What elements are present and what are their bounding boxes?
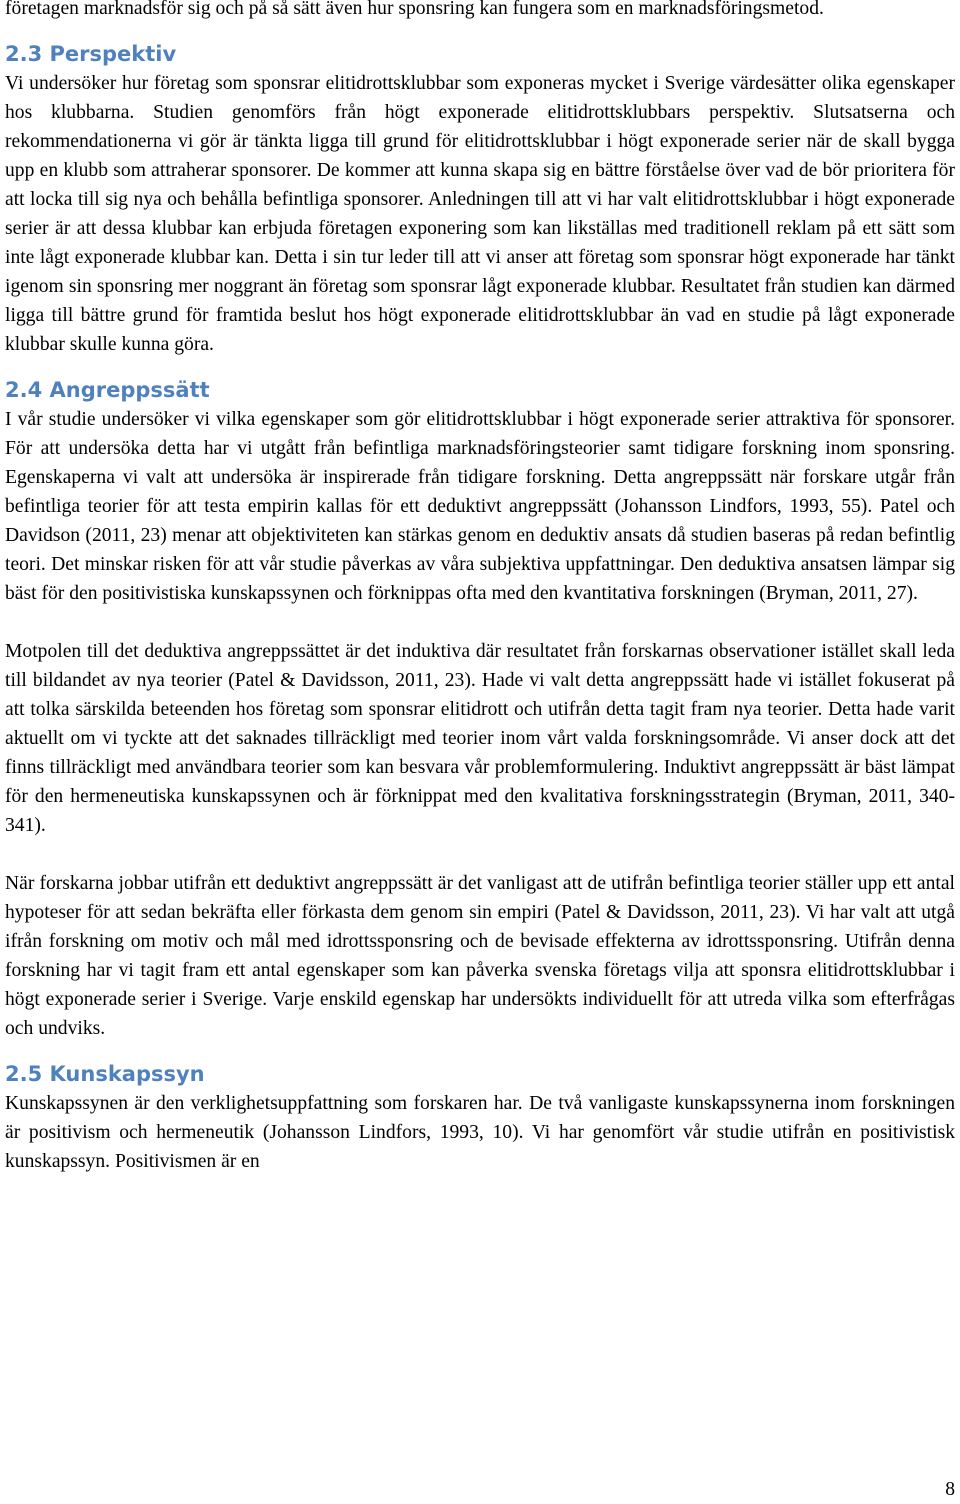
page-number: 8	[945, 1479, 955, 1500]
intro-paragraph: företagen marknadsför sig och på så sätt även hur sponsring kan fungera som en marknadsföringsmetod.	[5, 0, 824, 19]
section-heading-angreppssatt: 2.4 Angreppssätt	[5, 378, 210, 402]
perspektiv-paragraph-1: Vi undersöker hur företag som sponsrar elitidrottsklubbar som exponeras mycket i Sverige värdesätter olika egenskaper hos klubbarna. Studien genomförs från högt exponerade elitidrottsklubbars perspektiv. Slutsatserna och rekommendationerna vi gör är tänkta ligga till grund för elitidrottsklubbar i högt exponerade serier när de skall bygga upp en klubb som attraherar sponsorer. De kommer att kunna skapa sig en bättre förståelse över vad de bör prioritera för att locka till sig nya och behålla befintliga sponsorer. Anledningen till att vi har valt elitidrottsklubbar i högt exponerade serier är att dessa klubbar kan erbjuda företagen exponering som kan likställas med traditionell reklam på ett sätt som inte lågt exponerade klubbar kan. Detta i sin tur leder till att vi anser att företag som sponsrar högt exponerade har tänkt igenom sin sponsring mer noggrant än företag som sponsrar lågt exponerade klubbar. Resultatet från studien kan därmed ligga till bättre grund för framtida beslut hos högt exponerade elitidrottsklubbar än vad en studie på lågt exponerade klubbar skulle kunna göra.	[5, 73, 955, 355]
section-heading-perspektiv: 2.3 Perspektiv	[5, 42, 177, 66]
kunskapssyn-paragraph-1: Kunskapssynen är den verklighetsuppfattning som forskaren har. De två vanligaste kunskapssynerna inom forskningen är positivism och hermeneutik (Johansson Lindfors, 1993, 10). Vi har genomfört vår studie utifrån en positivistisk kunskapssyn. Positivismen är en	[5, 1093, 955, 1172]
angreppssatt-paragraph-2: Motpolen till det deduktiva angreppssättet är det induktiva där resultatet från forskarnas observationer istället skall leda till bildandet av nya teorier (Patel & Davidsson, 2011, 23). Hade vi valt detta angreppssätt hade vi istället fokuserat på att tolka särskilda beteenden hos företag som sponsrar elitidrott och utifrån detta tagit fram nya teorier. Detta hade varit aktuellt om vi tyckte att det saknades tillräckligt med teorier inom vårt valda forskningsområde. Vi anser dock att det finns tillräckligt med användbara teorier som kan besvara vår problemformulering. Induktivt angreppssätt är bäst lämpat för den hermeneutiska kunskapssynen och är förknippat med den kvalitativa forskningsstrategin (Bryman, 2011, 340-341).	[5, 641, 955, 836]
angreppssatt-paragraph-3: När forskarna jobbar utifrån ett deduktivt angreppssätt är det vanligast att de utifrån befintliga teorier ställer upp ett antal hypoteser för att sedan bekräfta eller förkasta dem genom sin empiri (Patel & Davidsson, 2011, 23). Vi har valt att utgå ifrån forskning om motiv och mål med idrottssponsring och de bevisade effekterna av idrottssponsring. Utifrån denna forskning har vi tagit fram ett antal egenskaper som kan påverka svenska företags vilja att sponsra elitidrottsklubbar i högt exponerade serier i Sverige. Varje enskild egenskap har undersökts individuellt för att utreda vilka som efterfrågas och undviks.	[5, 873, 955, 1039]
angreppssatt-paragraph-1: I vår studie undersöker vi vilka egenskaper som gör elitidrottsklubbar i högt exponerade serier attraktiva för sponsorer. För att undersöka detta har vi utgått från befintliga marknadsföringsteorier samt tidigare forskning inom sponsring. Egenskaperna vi valt att undersöka är inspirerade från tidigare forskning. Detta angreppssätt när forskare utgår från befintliga teorier för att testa empirin kallas för ett deduktivt angreppssätt (Johansson Lindfors, 1993, 55). Patel och Davidson (2011, 23) menar att objektiviteten kan stärkas genom en deduktiv ansats då studien baseras på redan befintlig teori. Det minskar risken för att vår studie påverkas av våra subjektiva uppfattningar. Den deduktiva ansatsen lämpar sig bäst för den positivistiska kunskapssynen och förknippas ofta med den kvantitativa forskningen (Bryman, 2011, 27).	[5, 409, 955, 604]
section-heading-kunskapssyn: 2.5 Kunskapssyn	[5, 1062, 205, 1086]
document-page	[5, 0, 955, 1176]
